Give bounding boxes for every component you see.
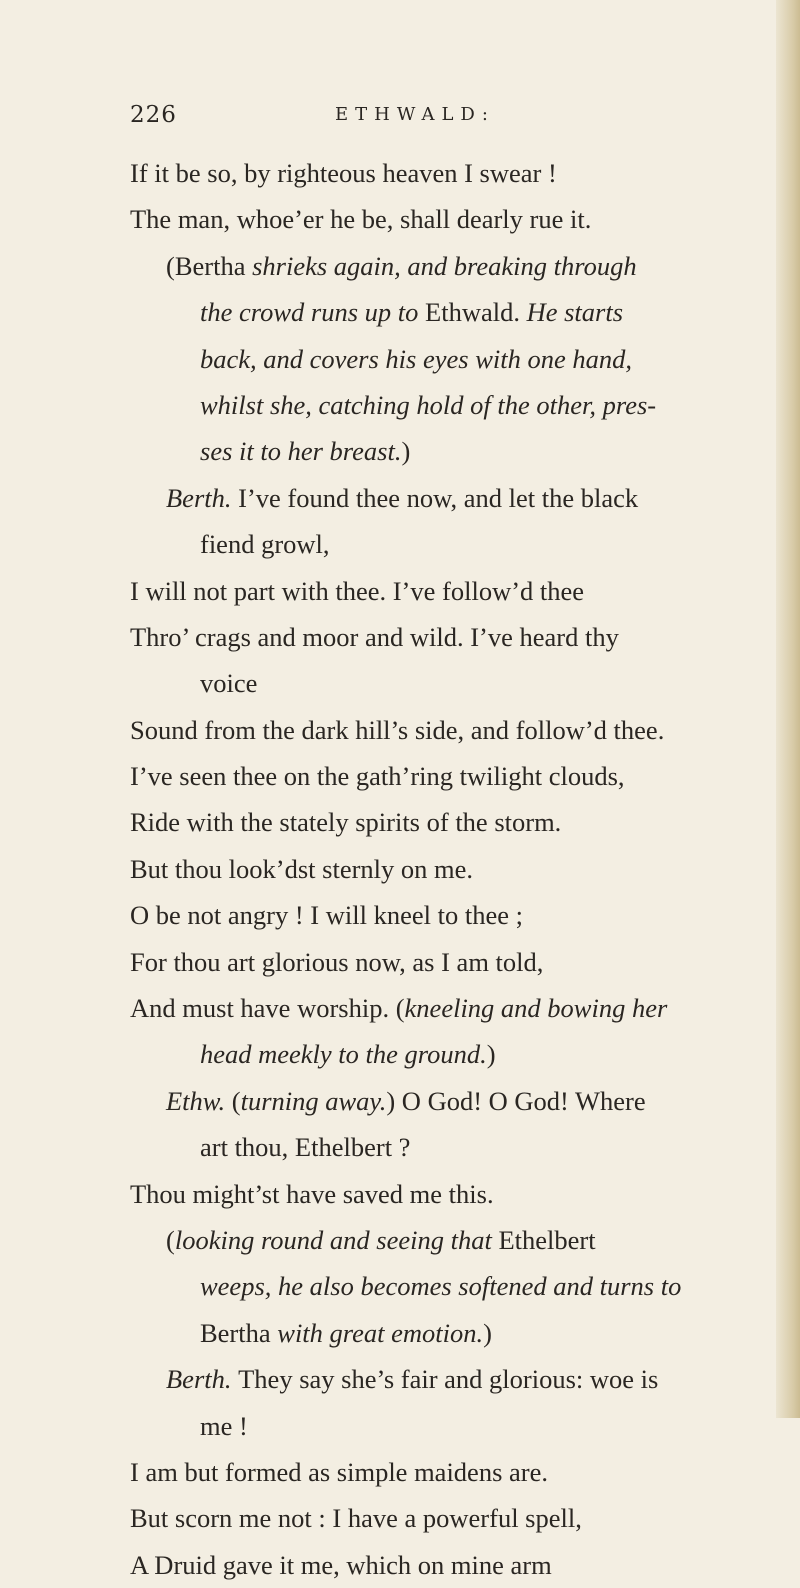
roman-text: Bertha [200, 1317, 278, 1348]
italic-text: shrieks again, and breaking through [252, 250, 637, 281]
page-number: 226 [130, 102, 177, 128]
roman-text: Thro’ crags and moor and wild. I’ve heard thy [130, 621, 619, 652]
roman-text: A Druid gave it me, which on mine arm [130, 1549, 552, 1580]
italic-text: weeps, he also becomes softened and turns to [200, 1271, 682, 1302]
text-line [130, 243, 770, 289]
text-line [130, 1449, 770, 1495]
italic-text: looking round and seeing that [174, 1224, 499, 1255]
text-line [130, 753, 770, 799]
text-line [130, 1263, 770, 1309]
text-line [130, 382, 770, 428]
roman-text: art thou, Ethelbert ? [200, 1132, 411, 1163]
text-line [130, 1171, 770, 1217]
text-line [130, 707, 770, 753]
italic-text: Ethw. [166, 1085, 232, 1116]
text-line [130, 1356, 770, 1402]
roman-text: fiend growl, [200, 529, 330, 560]
text-line [130, 1217, 770, 1263]
text-line [130, 1542, 770, 1588]
text-line [130, 1495, 770, 1541]
roman-text: They say she’s fair and glorious: woe is [238, 1364, 659, 1395]
text-line [130, 1124, 770, 1170]
text-line [130, 614, 770, 660]
roman-text: ) [401, 436, 411, 467]
text-line [130, 892, 770, 938]
text-line [130, 1031, 770, 1077]
roman-text: But thou look’dst sternly on me. [130, 853, 474, 884]
italic-text: Berth. [166, 482, 239, 513]
text-line [130, 846, 770, 892]
text-line [130, 660, 770, 706]
page-edge [776, 0, 800, 1418]
roman-text: Ethelbert [498, 1224, 596, 1255]
roman-text: For thou art glorious now, as I am told, [130, 946, 544, 977]
roman-text: The man, whoe’er he be, shall dearly rue it. [130, 204, 592, 235]
roman-text: I am but formed as simple maidens are. [130, 1456, 548, 1487]
italic-text: kneeling and bowing her [404, 993, 668, 1024]
italic-text: Berth. [166, 1364, 239, 1395]
italic-text: the crowd runs up to [200, 297, 426, 328]
running-title: ETHWALD: [335, 104, 495, 125]
text-line [130, 196, 770, 242]
roman-text: Ride with the stately spirits of the storm. [130, 807, 562, 838]
roman-text: ( [166, 1224, 175, 1255]
roman-text: I’ve found thee now, and let the black [238, 482, 639, 513]
text-line [130, 985, 770, 1031]
text-line [130, 428, 770, 474]
text-line [130, 521, 770, 567]
text-line [130, 475, 770, 521]
roman-text: O be not angry ! I will kneel to thee ; [130, 900, 523, 931]
text-line [130, 1078, 770, 1124]
roman-text: I’ve seen thee on the gath’ring twilight clouds, [130, 761, 625, 792]
italic-text: whilst she, catching hold of the other, pres- [200, 389, 657, 420]
italic-text: ses it to her breast. [200, 436, 402, 467]
roman-text: Ethwald. [425, 297, 527, 328]
roman-text: Thou might’st have saved me this. [130, 1178, 494, 1209]
roman-text: ( [231, 1085, 241, 1116]
roman-text: me ! [200, 1410, 248, 1441]
roman-text: ) O God! O God! Where [386, 1085, 646, 1116]
text-line [130, 150, 770, 196]
text-line [130, 336, 770, 382]
roman-text: I will not part with thee. I’ve follow’d thee [130, 575, 585, 606]
italic-text: back, and covers his eyes with one hand, [200, 343, 632, 374]
roman-text: (Bertha [166, 250, 253, 281]
text-line [130, 1403, 770, 1449]
roman-text: Sound from the dark hill’s side, and follow’d thee. [130, 714, 665, 745]
roman-text: If it be so, by righteous heaven I swear ! [130, 158, 557, 188]
text-line [130, 568, 770, 614]
text-line [130, 939, 770, 985]
italic-text: He starts [526, 297, 624, 328]
text-line [130, 1310, 770, 1356]
roman-text: But scorn me not : I have a powerful spell, [130, 1503, 582, 1534]
roman-text: voice [200, 668, 258, 699]
text-line [130, 799, 770, 845]
italic-text: turning away. [240, 1085, 387, 1116]
italic-text: with great emotion. [277, 1317, 484, 1348]
roman-text: ) [486, 1039, 496, 1070]
roman-text: ) [483, 1317, 492, 1348]
text-line [130, 289, 770, 335]
roman-text: And must have worship. ( [130, 993, 405, 1024]
italic-text: head meekly to the ground. [200, 1039, 487, 1070]
verse-text [130, 150, 770, 1588]
